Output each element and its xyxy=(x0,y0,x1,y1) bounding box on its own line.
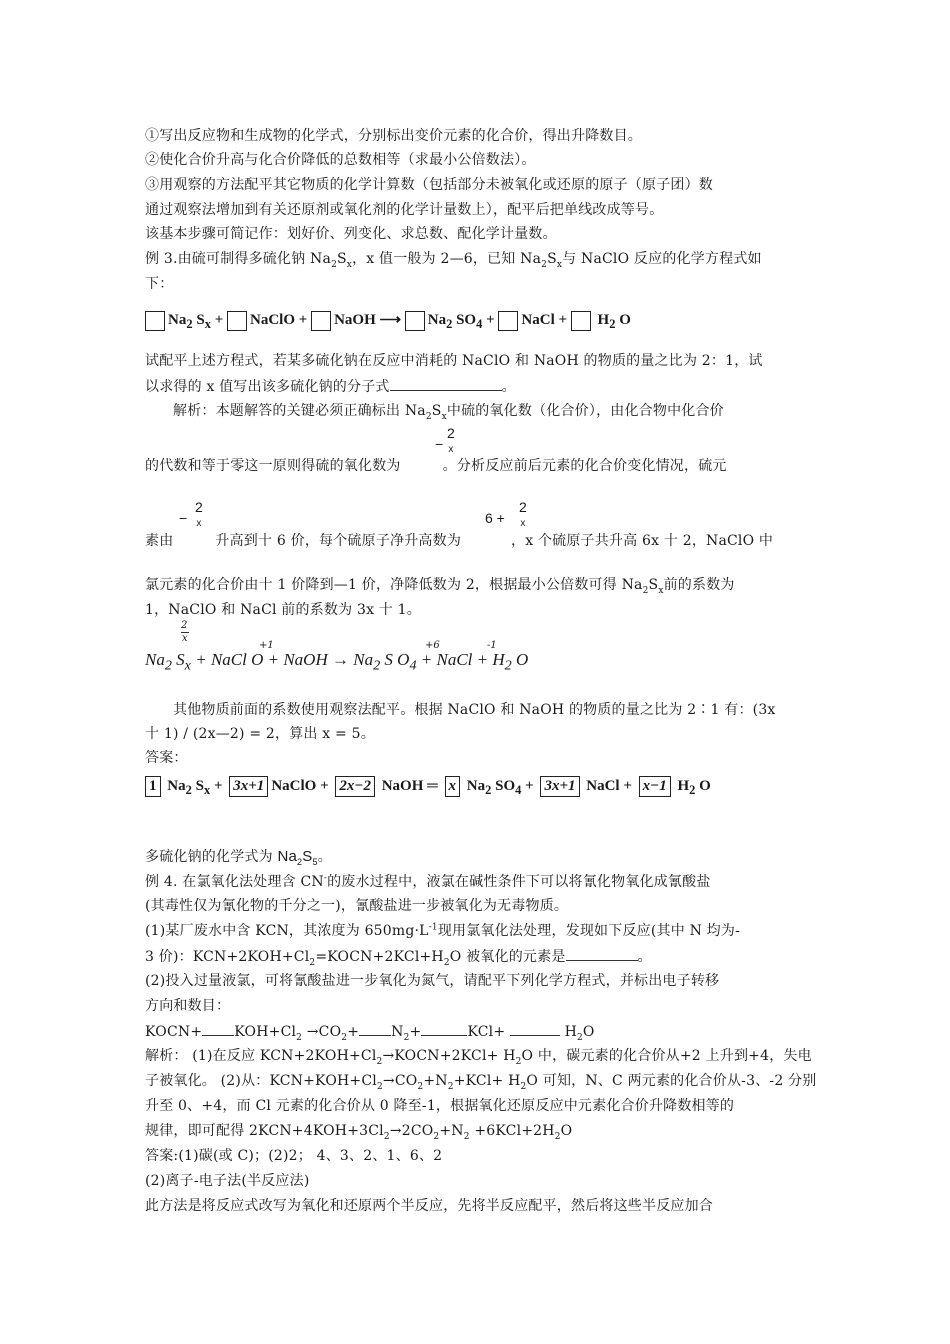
example-3-intro: 例 3.由硫可制得多硫化钠 $Na_2S_x$，x 值一般为 2—6，已知 $Na_2S_x$与 NaClO 反应的化学方程式如 xyxy=(145,251,762,270)
coefficient-blank xyxy=(227,311,247,331)
method-heading: (2)离子-电子法(半反应法) xyxy=(145,1173,310,1189)
example-4-equation: KOCN+ $KOH+Cl_2 \to CO_2+ N_2+ KCl+ H_2O$ xyxy=(145,1021,595,1042)
example-4-analysis-3: 升至 0、+4，而 Cl 元素的化合价从 0 降至-1，根据氧化还原反应中元素化合价升降数相等的 xyxy=(145,1098,735,1114)
coefficient-blank xyxy=(421,1021,467,1036)
oxidation-state-equation: 2 x +1 +6 -1 $Na_2$ $S_x$ + NaCl O + NaOH → $Na_2$ S $O_4$ + NaCl + $H_2$ O xyxy=(145,620,529,674)
step-1: ①写出反应物和生成物的化学式，分别标出变价元素的化合价，得出升降数目。 xyxy=(145,128,642,144)
coefficient-blank xyxy=(498,311,518,331)
example-4-q1-line-1: (1)某厂废水中含 KCN，其浓度为 $650mg\cdot L^{-1}$现用氯氧化法处理，发现如下反应(其中 N 均为- xyxy=(145,922,741,939)
analysis-line-5: 1，NaClO 和 NaCl 前的系数为 3x 十 1。 xyxy=(145,602,421,618)
blank-equation: $Na_2$ $S_x$ + NaClO + NaOH ⟶ $Na_2$ $SO_4$ + NaCl + $H_2$ O xyxy=(145,310,631,332)
example-4-analysis-2: 子被氧化。 (2)从：$KCN+KOH+Cl_2\to CO_2+N_2+KCl+ H_2O$ 可知，N、C 两元素的化合价从-3、-2 分别 xyxy=(145,1073,817,1092)
coefficient-blank xyxy=(571,311,591,331)
step-2: ②使化合价升高与化合价降低的总数相等（求最小公倍数法）。 xyxy=(145,152,536,168)
step-3-line-2: 通过观察法增加到有关还原剂或氧化剂的化学计量数上），配平后把单线改成等号。 xyxy=(145,202,664,218)
analysis-line-4: 氯元素的化合价由十 1 价降到—1 价，净降低数为 2，根据最小公倍数可得 $Na_2S_x$前的系数为 xyxy=(145,577,735,596)
question-line-1: 试配平上述方程式，若某多硫化钠在反应中消耗的 NaClO 和 NaOH 的物质的量之比为 2：1，试 xyxy=(145,353,763,369)
coefficient-blank xyxy=(311,311,331,331)
coefficient-blank xyxy=(405,311,425,331)
final-formula-line: 多硫化钠的化学式为 $Na_2S_5$。 xyxy=(145,848,332,867)
body-line-2: 十 1) / (2x—2) = 2，算出 x = 5。 xyxy=(145,726,375,742)
coefficient-blank xyxy=(145,311,165,331)
answer-equation: 1 $Na_2$ $S_x + 3x+1$ NaClO + 2x−2 NaOH ═ x $Na_2$ $SO_4 + 3x+1$ NaCl + x−1 $H_2$ O xyxy=(145,776,711,798)
analysis-line-1: 解析：本题解答的关键必须正确标出 $Na_2S_x$中硫的氧化数（化合价），由化合物中化合价 xyxy=(173,403,724,422)
body-line-1: 其他物质前面的系数使用观察法配平。根据 NaClO 和 NaOH 的物质的量之比为 2∶1 有：(3x xyxy=(173,702,776,718)
example-4-intro: 例 4. 在氯氧化法处理含 CN-的废水过程中，液氯在碱性条件下可以将氰化物氧化成氰酸盐 xyxy=(145,873,711,890)
answer-blank xyxy=(566,946,638,961)
example-4-q2-line-1: (2)投入过量液氯，可将氰酸盐进一步氧化为氮气，请配平下列化学方程式，并标出电子转移 xyxy=(145,973,720,989)
example-4-intro-2: (其毒性仅为氰化物的千分之一)，氰酸盐进一步被氧化为无毒物质。 xyxy=(145,898,569,914)
answer-blank xyxy=(390,376,502,391)
analysis-line-3: 素由 升高到十 6 价，每个硫原子净升高数为 ，x 个硫原子共升高 6x 十 2，NaClO 中 xyxy=(145,533,774,549)
step-summary: 该基本步骤可简记作：划好价、列变化、求总数、配化学计量数。 xyxy=(145,226,557,242)
analysis-line-2: 的代数和等于零这一原则得硫的氧化数为 。分析反应前后元素的化合价变化情况，硫元 xyxy=(145,458,727,474)
example-4-answer: 答案:(1)碳(或 C)；(2)2； 4、3、2、1、6、2 xyxy=(145,1148,443,1164)
coefficient-blank xyxy=(202,1021,234,1036)
fraction-minus-2-over-x: − 2 x xyxy=(435,425,455,455)
example-4-analysis-1: 解析： (1)在反应 $KCN+2KOH+Cl_2\to KOCN+2KCl+ H_2O$ 中，碳元素的化合价从+2 上升到+4，失电 xyxy=(145,1048,812,1067)
example-4-analysis-4: 规律，即可配得 $2KCN+4KOH+3Cl_2\to 2CO_2+N_2 +6KCl+2H_2O$ xyxy=(145,1123,573,1142)
example-4-q1-line-2: 3 价)：$KCN+2KOH+Cl_2=KOCN+2KCl+H_2O$ 被氧化的元素是 。 xyxy=(145,946,652,967)
example-3-intro-2: 下： xyxy=(145,276,174,292)
question-line-2: 以求得的 x 值写出该多硫化钠的分子式 。 xyxy=(145,376,516,397)
example-4-q2-line-2: 方向和数目： xyxy=(145,998,231,1014)
coefficient-blank xyxy=(359,1021,391,1036)
fraction-6-plus-2-over-x: 6 + 2 x xyxy=(485,499,527,529)
answer-label: 答案： xyxy=(145,750,188,766)
method-description: 此方法是将反应式改写为氧化和还原两个半反应，先将半反应配平，然后将这些半反应加合 xyxy=(145,1198,713,1214)
coefficient-blank xyxy=(510,1021,560,1036)
step-3-line-1: ③用观察的方法配平其它物质的化学计算数（包括部分未被氧化或还原的原子（原子团）数 xyxy=(145,177,713,193)
fraction-minus-2-over-x-b: − 2 x xyxy=(179,499,203,529)
